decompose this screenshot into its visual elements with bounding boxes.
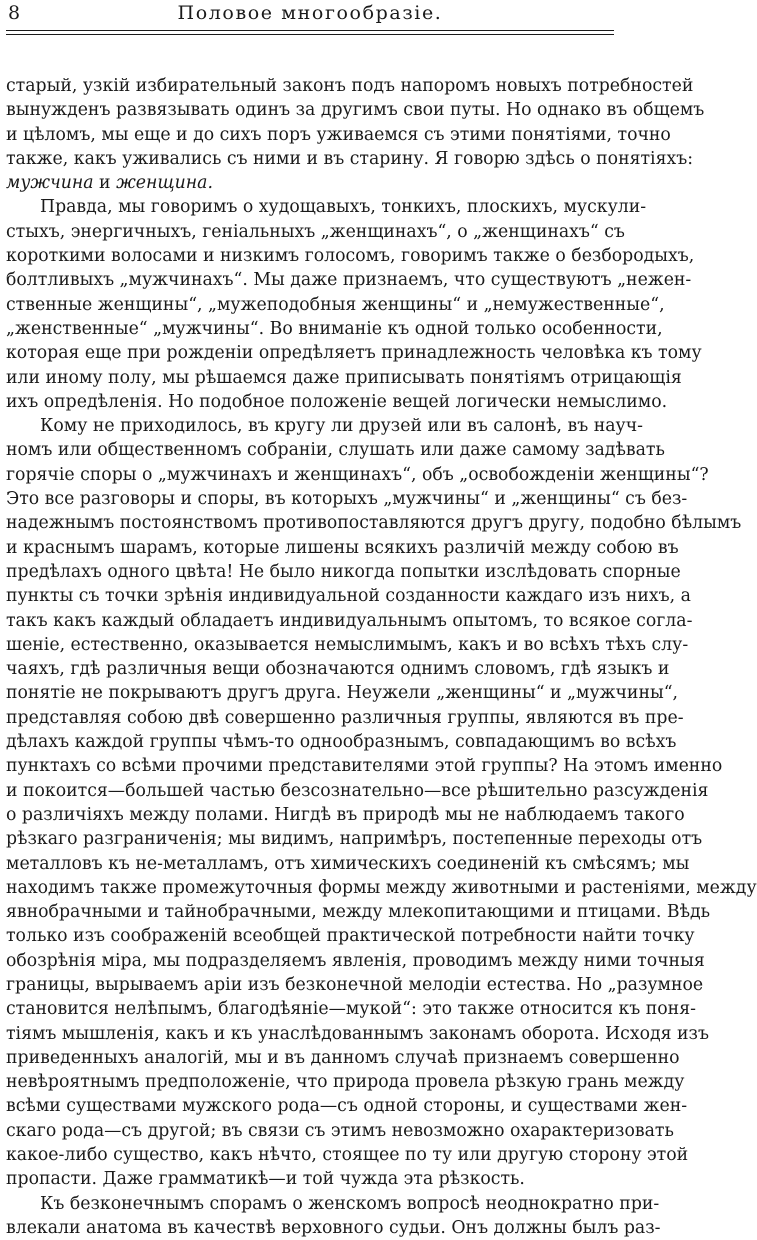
text-line: короткими волосами и низкимъ голосомъ, говоримъ также о безбородыхъ,: [6, 246, 695, 267]
text-line: ственные женщины“, „мужеподобныя женщины“ и „немужественные“,: [6, 294, 665, 315]
italic-term: женщина.: [116, 173, 213, 194]
text-line: или иному полу, мы рѣшаемся даже приписывать понятіямъ отрицающія: [6, 367, 682, 388]
header-rule-top: [6, 30, 614, 31]
text-line: и краснымъ шарамъ, которые лишены всякихъ различій между собою въ: [6, 537, 679, 558]
text-line: Это все разговоры и споры, въ которыхъ „мужчины“ и „женщины“ съ без-: [6, 489, 688, 510]
text-line: [6, 171, 614, 195]
text-line: вынужденъ развязывать одинъ за другимъ свои путы. Но однако въ общемъ: [6, 100, 705, 121]
italic-term: мужчина: [6, 173, 94, 194]
text-line: невѣроятнымъ предположеніе, что природа провела рѣзкую грань между: [6, 1072, 685, 1093]
running-title: Половое многообразіе.: [177, 2, 443, 24]
text-line: становится нелѣпымъ, благодѣяніе—мукой“: это также относится къ поня-: [6, 999, 696, 1020]
text-line: предѣлахъ одного цвѣта! Не было никогда попытки изслѣдовать спорные: [6, 561, 681, 582]
text-line: Правда, мы говоримъ о худощавыхъ, тонкихъ, плоскихъ, мускули-: [40, 197, 647, 218]
text-line: „женственные“ „мужчины“. Во вниманіе къ одной только особенности,: [6, 318, 663, 339]
text-line: Кому не приходилось, въ кругу ли друзей или въ салонѣ, въ науч-: [40, 416, 643, 437]
text-line: всѣми существами мужского рода—съ одной стороны, и существами жен-: [6, 1096, 688, 1117]
text-line: обозрѣнія міра, мы подразделяемъ явленія, проводимъ между ними точныя: [6, 950, 705, 971]
text-line: Къ безконечнымъ спорамъ о женскомъ вопросѣ неоднократно при-: [40, 1193, 660, 1214]
text-line: тіямъ мышленія, какъ и къ унаслѣдованнымъ законамъ оборота. Исходя изъ: [6, 1023, 709, 1044]
text-line: пропасти. Даже грамматикѣ—и той чужда эта рѣзкость.: [6, 1169, 525, 1190]
text-line: ихъ опредѣленія. Но подобное положеніе вещей логически немыслимо.: [6, 391, 668, 412]
text-line: находимъ также промежуточныя формы между животными и растеніями, между: [6, 877, 757, 898]
text-line: горячіе споры о „мужчинахъ и женщинахъ“, объ „освобожденіи женщины“?: [6, 464, 709, 485]
header-rule-bottom: [6, 34, 614, 35]
text-line: границы, вырываемъ аріи изъ безконечной мелодіи естества. Но „разумное: [6, 974, 704, 995]
text-line: скаго рода—съ другой; въ связи съ этимъ невозможно охарактеризовать: [6, 1120, 674, 1141]
page-header: [6, 2, 614, 26]
text-line: пункты съ точки зрѣнія индивидуальной созданности каждаго изъ нихъ, а: [6, 586, 691, 607]
text-line: стыхъ, энергичныхъ, геніальныхъ „женщинахъ“, о „женщинахъ“ съ: [6, 221, 625, 242]
text-line: шеніе, естественно, оказывается немыслимымъ, какъ и во всѣхъ тѣхъ слу-: [6, 634, 689, 655]
text-line: которая еще при рожденіи опредѣляетъ принадлежность человѣка къ тому: [6, 343, 702, 364]
text-line: рѣзкаго разграниченія; мы видимъ, напримѣръ, постепенные переходы отъ: [6, 829, 703, 850]
text-line: пунктахъ со всѣми прочими представителями этой группы? На этомъ именно: [6, 756, 723, 777]
text-line: приведенныхъ аналогій, мы и въ данномъ случаѣ признаемъ совершенно: [6, 1047, 680, 1068]
text-line: надежнымъ постоянствомъ противопоставляются другъ другу, подобно бѣлымъ: [6, 513, 742, 534]
text-line: представляя собою двѣ совершенно различныя группы, являются въ пре-: [6, 707, 684, 728]
text-line: металловъ къ не-металламъ, отъ химическихъ соединеній къ смѣсямъ; мы: [6, 853, 690, 874]
text-line: и покоится—большей частью безсознательно—все рѣшительно разсужденія: [6, 780, 709, 801]
text-line: такъ какъ каждый обладаетъ индивидуальнымъ опытомъ, то всякое согла-: [6, 610, 693, 631]
text-line: номъ или общественномъ собраніи, слушать или даже самому задѣвать: [6, 440, 665, 461]
page-number: 8: [8, 2, 21, 24]
text-line: влекали анатома въ качествѣ верховного судьи. Онъ должны былъ раз-: [6, 1217, 661, 1238]
body-text: [6, 74, 757, 1240]
text-line: какое-либо существо, какъ нѣчто, стоящее по ту или другую сторону этой: [6, 1145, 689, 1166]
text-line: старый, узкій избирательный законъ подъ напоромъ новыхъ потребностей: [6, 76, 694, 96]
text-line: дѣлахъ каждой группы чѣмъ-то однообразнымъ, совпадающимъ во всѣхъ: [6, 732, 677, 753]
text-line: явнобрачными и тайнобрачными, между млекопитающими и птицами. Вѣдь: [6, 902, 711, 923]
text-line: только изъ соображеній всеобщей практической потребности найти точку: [6, 926, 695, 947]
text-line: чаяхъ, гдѣ различныя вещи обозначаются однимъ словомъ, гдѣ языкъ и: [6, 659, 670, 680]
text-line: болтливыхъ „мужчинахъ“. Мы даже признаемъ, что существуютъ „нежен-: [6, 270, 692, 291]
text-line: и цѣломъ, мы еще и до сихъ поръ уживаемся съ этими понятіями, точно: [6, 124, 671, 145]
text-line: понятіе не покрываютъ другъ друга. Неужели „женщины“ и „мужчины“,: [6, 683, 679, 704]
text-line: о различіяхъ между полами. Нигдѣ въ природѣ мы не наблюдаемъ такого: [6, 804, 685, 825]
conjunction: и: [93, 173, 117, 194]
text-line: также, какъ уживались съ ними и въ старину. Я говорю здѣсь о понятіяхъ:: [6, 148, 694, 169]
